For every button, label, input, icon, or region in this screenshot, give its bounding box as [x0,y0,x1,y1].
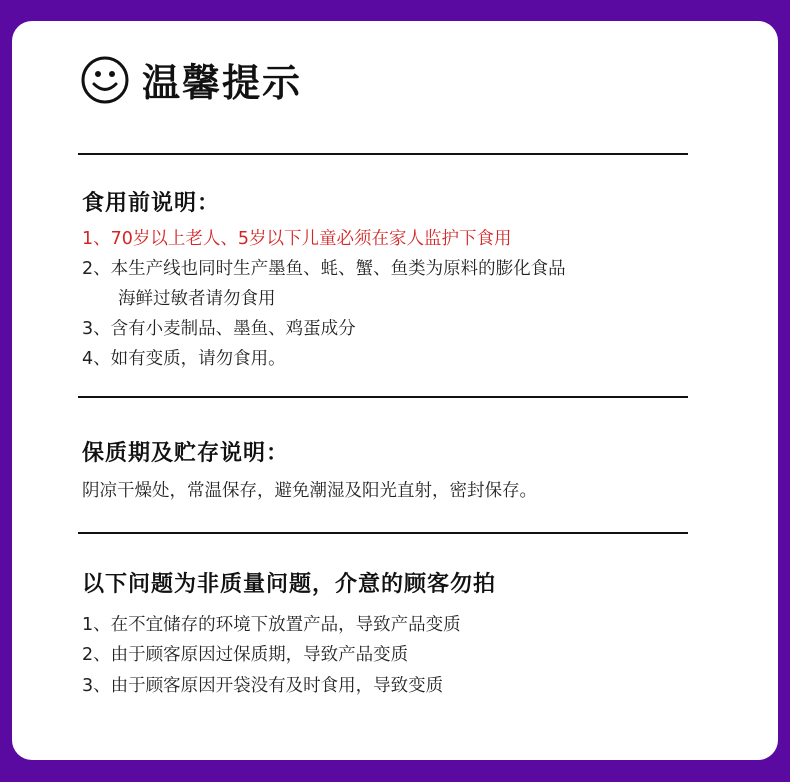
before-use-item: 2、本生产线也同时生产墨鱼、蚝、蟹、鱼类为原料的膨化食品 [82,259,566,279]
before-use-item: 海鲜过敏者请勿食用 [118,289,276,309]
before-use-heading: 食用前说明： [82,191,221,216]
storage-text: 阴凉干燥处，常温保存，避免潮湿及阳光直射，密封保存。 [82,481,537,501]
non-quality-item: 2、由于顾客原因过保质期，导致产品变质 [82,645,409,665]
divider [78,532,688,534]
smiley-face-icon [80,55,130,105]
before-use-item: 4、如有变质，请勿食用。 [82,349,286,369]
page-title: 温馨提示 [142,61,303,105]
non-quality-item: 1、在不宜储存的环境下放置产品，导致产品变质 [82,615,461,635]
before-use-item: 3、含有小麦制品、墨鱼、鸡蛋成分 [82,319,356,339]
non-quality-item: 3、由于顾客原因开袋没有及时食用，导致变质 [82,676,444,696]
storage-heading: 保质期及贮存说明： [82,441,290,466]
non-quality-heading: 以下问题为非质量问题，介意的顾客勿拍 [82,572,497,597]
header [80,52,302,107]
divider [78,396,688,398]
divider [78,153,688,155]
before-use-item: 1、70岁以上老人、5岁以下儿童必须在家人监护下食用 [82,229,512,249]
